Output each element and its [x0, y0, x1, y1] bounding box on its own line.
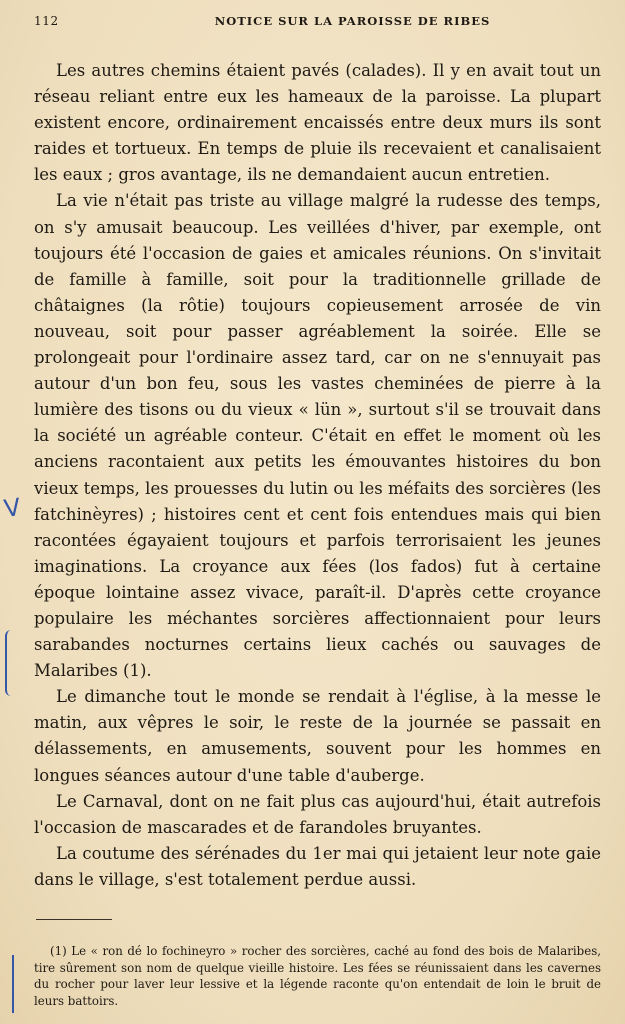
margin-bar-mark: [12, 955, 14, 1013]
paragraph-carnaval: Le Carnaval, dont on ne fait plus cas aujourd'hui, était autrefois l'occasion de mascarades et de farandoles bruyantes.: [34, 791, 601, 837]
paragraph-dimanche: Le dimanche tout le monde se rendait à l'église, à la messe le matin, aux vêpres le soir, le reste de la journée se passait en délassements, en amusements, souvent pour les hommes en longues séances autour d'une table d'auberge.: [34, 687, 601, 785]
running-title: NOTICE SUR LA PAROISSE DE RIBES: [214, 14, 491, 28]
paragraph-serenades: La coutume des sérénades du 1er mai qui jetaient leur note gaie dans le village, s'est totalement perdue aussi.: [34, 843, 601, 889]
paragraph-chemins: Les autres chemins étaient pavés (calades). Il y en avait tout un réseau reliant entre eux les hameaux de la paroisse. La plupart existent encore, ordinairement encaissés entre deux murs ils sont raides et tortueux. En temps de pluie ils recevaient et canalisaient les eaux ; gros avantage, ils ne demandaient aucun entretien.: [34, 61, 601, 185]
footnote: [34, 943, 601, 1009]
margin-check-mark: V: [2, 492, 23, 524]
paragraph-veillees: La vie n'était pas triste au village malgré la rudesse des temps, on s'y amusait beaucoup. Les veillées d'hiver, par exemple, ont toujours été l'occasion de gaies et amicales réunions. On s'invitait de famille à famille, soit pour la traditionnelle grillade de châtaignes (la rôtie) toujours copieusement arrosée de vin nouveau, soit pour passer agréablement la soirée. Elle se prolongeait pour l'ordinaire assez tard, car on ne s'ennuyait pas autour d'un bon feu, sous les vastes cheminées de pierre à la lumière des tisons ou du vieux « lün », surtout s'il se trouvait dans la société un agréable conteur. C'était en effet le moment où les anciens racontaient aux petits les émouvantes histoires du bon vieux temps, les prouesses du lutin ou les méfaits des sorcières (les fatchinèyres) ; histoires cent et cent fois entendues mais qui bien racontées égayaient toujours et parfois terrorisaient les jeunes imaginations. La croyance aux fées (los fados) fut à certaine époque lointaine assez vivace, paraît-il. D'après cette croyance populaire les méchantes sorcières affectionnaient pour leurs sarabandes nocturnes certains lieux cachés ou sauvages de Malaribes (1).: [34, 191, 601, 681]
footnote-divider: [36, 919, 112, 920]
footnote-text: (1) Le « ron dé lo fochineyro » rocher des sorcières, caché au fond des bois de Malaribes, tire sûrement son nom de quelque vieille histoire. Les fées se réunissaient dans les cavernes du rocher pour laver leur lessive et la légende raconte qu'on entendait de loin le bruit de leurs battoirs.: [34, 944, 601, 1008]
margin-bracket-mark: [5, 630, 15, 696]
page-header: [34, 8, 601, 32]
page-number: 112: [34, 14, 59, 28]
body-text: [34, 58, 601, 893]
